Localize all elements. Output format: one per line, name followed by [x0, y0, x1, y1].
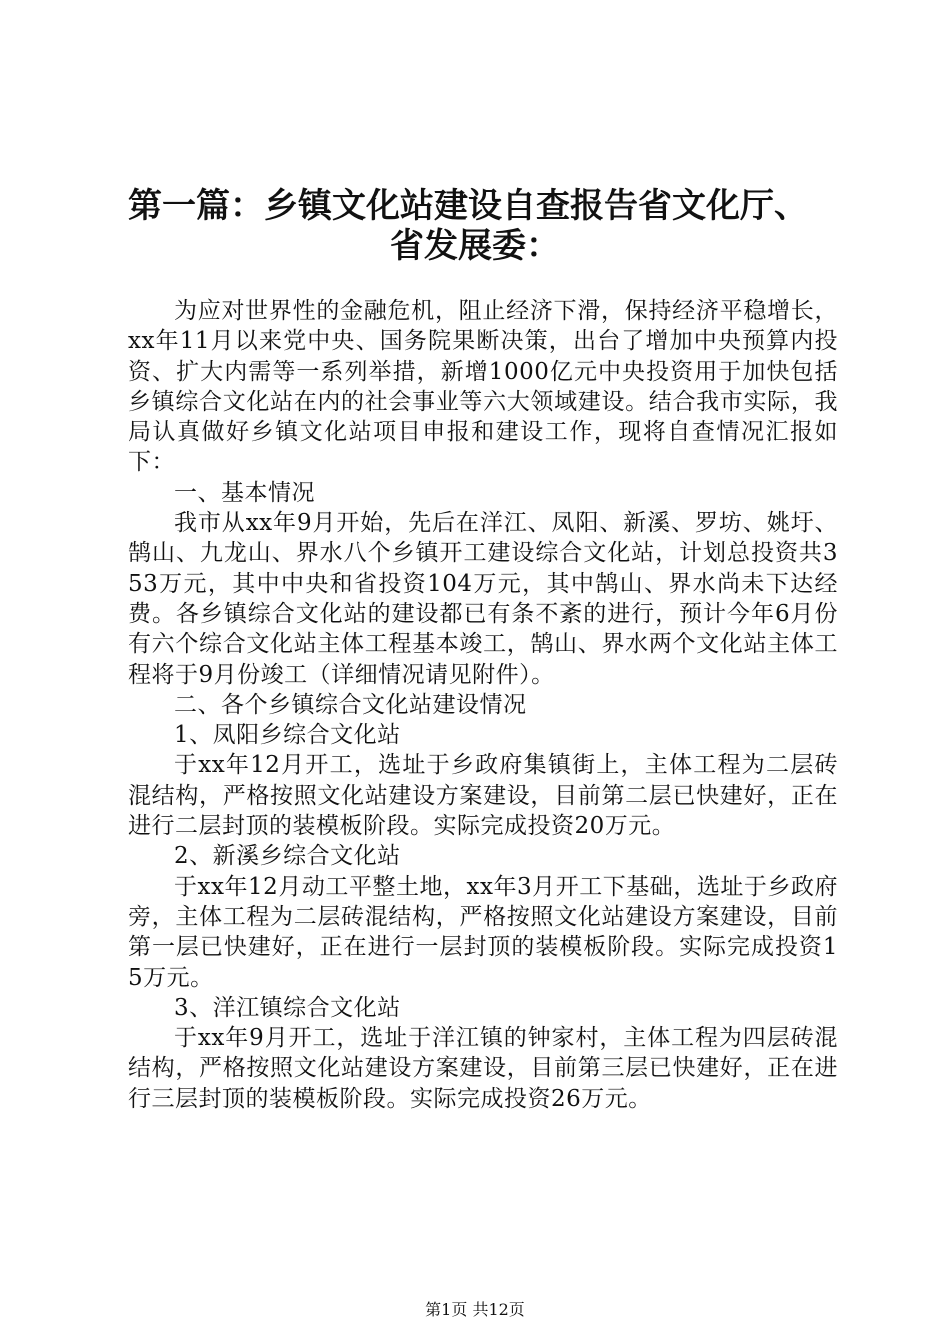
yangjiang-paragraph: 于xx年9月开工，选址于洋江镇的钟家村，主体工程为四层砖混结构，严格按照文化站建设方案建设，目前第三层已快建好，正在进行三层封顶的装模板阶段。实际完成投资26万元。 [128, 1025, 838, 1112]
fengyang-paragraph: 于xx年12月开工，选址于乡政府集镇街上，主体工程为二层砖混结构，严格按照文化站建设方案建设，目前第二层已快建好，正在进行二层封顶的装模板阶段。实际完成投资20万元。 [128, 752, 838, 840]
section-heading-stations: 二、各个乡镇综合文化站建设情况 [174, 691, 527, 718]
document-body [128, 296, 838, 1114]
section-heading-basic: 一、基本情况 [174, 479, 315, 506]
page-footer: 第1页 共12页 [425, 1300, 525, 1319]
subheading-xinxi: 2、新溪乡综合文化站 [174, 843, 401, 870]
document-title-line1: 第一篇：乡镇文化站建设自查报告省文化厅、 [128, 186, 808, 226]
basic-info-paragraph: 我市从xx年9月开始，先后在洋江、凤阳、新溪、罗坊、姚圩、鹄山、九龙山、界水八个乡镇开工建设综合文化站，计划总投资共353万元，其中中央和省投资104万元，其中鹄山、界水尚未下达经费。各乡镇综合文化站的建设都已有条不紊的进行，预计今年6月份有六个综合文化站主体工程基本竣工，鹄山、界水两个文化站主体工程将于9月份竣工（详细情况请见附件）。 [128, 510, 838, 688]
subheading-yangjiang: 3、洋江镇综合文化站 [174, 994, 401, 1021]
xinxi-paragraph: 于xx年12月动工平整土地，xx年3月开工下基础，选址于乡政府旁，主体工程为二层砖混结构，严格按照文化站建设方案建设，目前第一层已快建好，正在进行一层封顶的装模板阶段。实际完成投资15万元。 [128, 873, 838, 991]
document-title-line2: 省发展委： [390, 226, 560, 266]
subheading-fengyang: 1、凤阳乡综合文化站 [174, 722, 401, 749]
intro-paragraph: 为应对世界性的金融危机，阻止经济下滑，保持经济平稳增长，xx年11月以来党中央、国务院果断决策，出台了增加中央预算内投资、扩大内需等一系列举措，新增1000亿元中央投资用于加快包括乡镇综合文化站在内的社会事业等六大领域建设。结合我市实际，我局认真做好乡镇文化站项目申报和建设工作，现将自查情况汇报如下： [128, 298, 838, 476]
